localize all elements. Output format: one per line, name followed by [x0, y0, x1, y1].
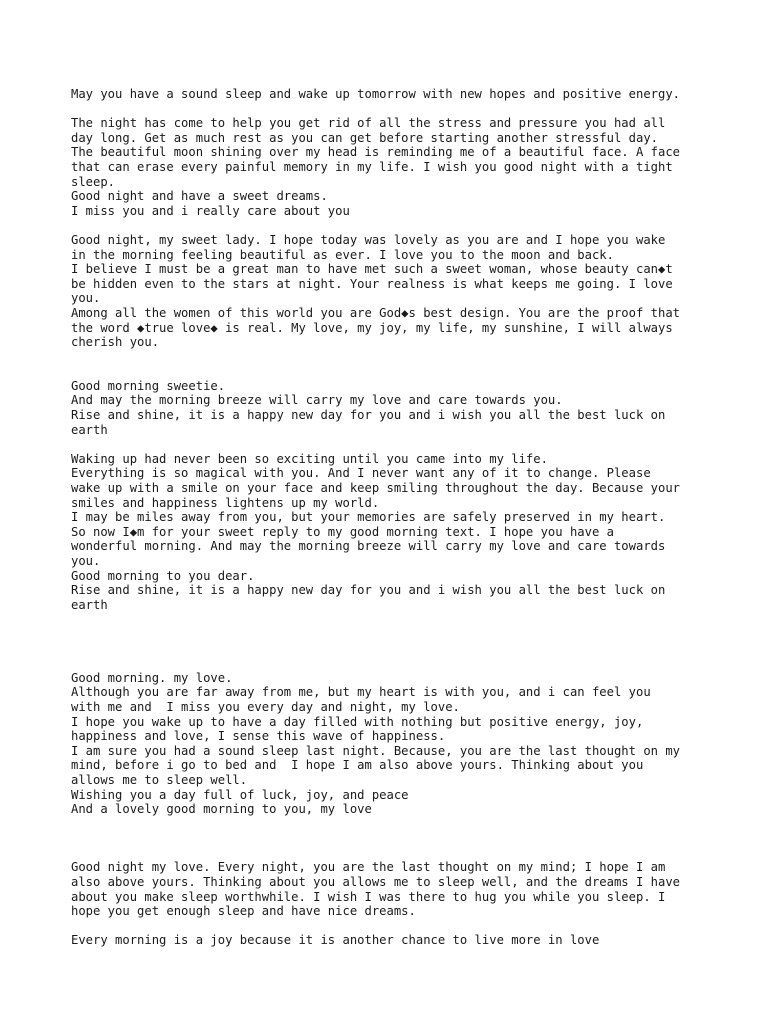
text-line: allows me to sleep well.: [71, 772, 248, 787]
text-line: [71, 656, 711, 671]
text-line: [71, 831, 711, 846]
text-line: May you have a sound sleep and wake up tomorrow with new hopes and positive energy.: [71, 87, 681, 101]
text-line: you.: [71, 291, 101, 306]
text-line: Rise and shine, it is a happy new day for you and i wish you all the best luck on: [71, 408, 666, 423]
text-line: sleep.: [71, 174, 116, 189]
text-line: Wishing you a day full of luck, joy, and peace: [71, 787, 409, 802]
text-line: [71, 102, 711, 117]
text-line: [71, 437, 711, 452]
text-line: The night has come to help you get rid of all the stress and pressure you had all: [71, 116, 666, 131]
text-line: wonderful morning. And may the morning breeze will carry my love and care towards: [71, 539, 666, 554]
text-line: [71, 350, 711, 365]
text-line: Good morning to you dear.: [71, 568, 255, 583]
text-line: I may be miles away from you, but your memories are safely preserved in my heart.: [71, 510, 666, 525]
text-line: mind, before i go to bed and I hope I am also above yours. Thinking about you: [71, 758, 644, 773]
text-line: Although you are far away from me, but my heart is with you, and i can feel you: [71, 685, 651, 700]
text-line: smiles and happiness lightens up my world.: [71, 495, 380, 510]
text-line: with me and I miss you every day and night, my love.: [71, 699, 460, 714]
text-line: I miss you and i really care about you: [71, 203, 350, 218]
text-line: happiness and love, I sense this wave of happiness.: [71, 729, 446, 744]
text-line: Good night my love. Every night, you are the last thought on my mind; I hope I am: [71, 860, 666, 875]
text-line: that can erase every painful memory in my life. I wish you good night with a tight: [71, 159, 673, 174]
text-line: Good night and have a sweet dreams.: [71, 189, 328, 204]
text-line: be hidden even to the stars at night. Your realness is what keeps me going. I love: [71, 276, 673, 291]
text-line: you.: [71, 554, 101, 568]
text-line: in the morning feeling beautiful as ever. I love you to the moon and back.: [71, 247, 614, 262]
text-line: Waking up had never been so exciting until you came into my life.: [71, 451, 548, 466]
text-line: I believe I must be a great man to have met such a sweet woman, whose beauty can◆t: [71, 262, 673, 277]
text-line: And a lovely good morning to you, my love: [71, 802, 372, 817]
text-line: The beautiful moon shining over my head is reminding me of a beautiful face. A face: [71, 145, 681, 160]
text-line: [71, 612, 711, 627]
text-line: And may the morning breeze will carry my love and care towards you.: [71, 393, 563, 408]
text-line: Among all the women of this world you are God◆s best design. You are the proof that: [71, 305, 681, 320]
text-line: Good morning. my love.: [71, 670, 233, 685]
text-line: [71, 364, 711, 379]
text-line: I hope you wake up to have a day filled with nothing but positive energy, joy,: [71, 714, 644, 729]
text-line: also above yours. Thinking about you allows me to sleep well, and the dreams I have: [71, 875, 681, 890]
text-line: Good morning sweetie.: [71, 378, 226, 393]
text-line: Rise and shine, it is a happy new day for you and i wish you all the best luck on: [71, 583, 666, 598]
text-line: cherish you.: [71, 335, 160, 350]
text-line: [71, 627, 711, 642]
text-line: [71, 817, 711, 832]
text-line: [71, 846, 711, 861]
text-line: I am sure you had a sound sleep last night. Because, you are the last thought on my: [71, 743, 681, 758]
text-line: the word ◆true love◆ is real. My love, my joy, my life, my sunshine, I will always: [71, 320, 673, 335]
text-line: wake up with a smile on your face and keep smiling throughout the day. Because your: [71, 481, 681, 496]
text-line: [71, 218, 711, 233]
document-body-text: [71, 87, 711, 948]
text-line: day long. Get as much rest as you can get before starting another stressful day.: [71, 130, 658, 145]
text-line: [71, 919, 711, 934]
text-line: earth: [71, 597, 108, 612]
text-line: hope you get enough sleep and have nice dreams.: [71, 904, 416, 919]
text-line: Everything is so magical with you. And I never want any of it to change. Please: [71, 466, 651, 481]
text-line: So now I◆m for your sweet reply to my good morning text. I hope you have a: [71, 524, 614, 539]
text-line: [71, 642, 711, 657]
text-line: about you make sleep worthwhile. I wish I was there to hug you while you sleep. I: [71, 889, 666, 904]
text-line: earth: [71, 422, 108, 437]
text-line: Good night, my sweet lady. I hope today was lovely as you are and I hope you wake: [71, 232, 666, 247]
text-line: Every morning is a joy because it is another chance to live more in love: [71, 933, 600, 948]
